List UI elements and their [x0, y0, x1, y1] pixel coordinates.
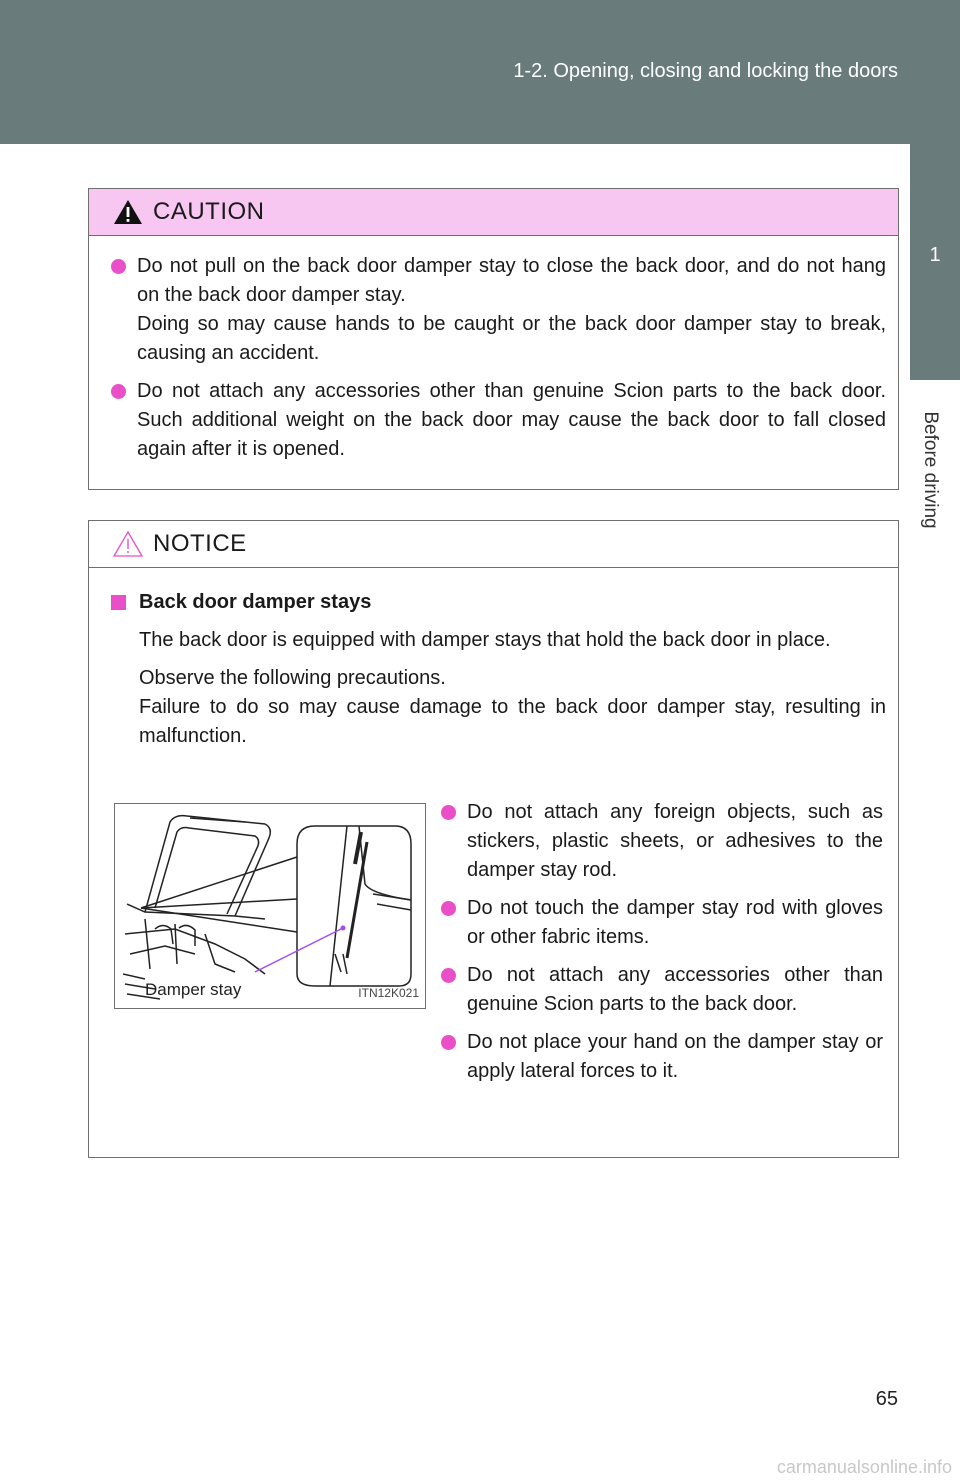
- chapter-number: 1: [929, 244, 941, 266]
- notice-bullet: [441, 798, 883, 885]
- caution-header: [89, 189, 898, 236]
- notice-bullet: [441, 894, 883, 952]
- caution-bullet: [111, 377, 886, 464]
- notice-header: [89, 521, 898, 568]
- notice-bullet-text: Do not attach any foreign objects, such as stickers, plastic sheets, or adhesives to the damper stay rod.: [467, 801, 883, 881]
- notice-bullet-list: [441, 798, 883, 1095]
- notice-bullet-text: Do not place your hand on the damper stay or apply lateral forces to it.: [467, 1031, 883, 1082]
- warning-icon: [113, 198, 143, 226]
- bullet-dot-icon: [111, 259, 126, 274]
- watermark-text: carmanualsonline.info: [776, 1457, 952, 1477]
- notice-body: [89, 568, 898, 751]
- notice-paragraph-line: The back door is equipped with damper stays that hold the back door in place.: [139, 629, 831, 651]
- chapter-label: Before driving: [920, 411, 941, 529]
- page-header: [0, 0, 960, 144]
- caution-box: [88, 188, 899, 490]
- page-number: 65: [875, 1388, 898, 1410]
- back-door-drawing: [115, 804, 425, 1008]
- section-title: 1-2. Opening, closing and locking the doors: [513, 60, 898, 82]
- bullet-dot-icon: [441, 805, 456, 820]
- notice-box: [88, 520, 899, 1158]
- notice-paragraph: [111, 664, 886, 751]
- notice-paragraph-line: Failure to do so may cause damage to the back door damper stay, resulting in malfunction.: [139, 696, 886, 747]
- chapter-tab: [910, 144, 960, 380]
- figure-code: ITN12K021: [358, 986, 419, 1000]
- caution-bullet-text: Doing so may cause hands to be caught or the back door damper stay to break, causing an accident.: [137, 313, 886, 364]
- notice-paragraph-line: Observe the following precautions.: [139, 667, 446, 689]
- notice-heading-text: Back door damper stays: [139, 591, 372, 613]
- chapter-label-container: [899, 380, 960, 560]
- notice-bullet: [441, 1028, 883, 1086]
- notice-bullet: [441, 961, 883, 1019]
- notice-paragraph: [111, 626, 886, 655]
- figure-label: Damper stay: [145, 980, 242, 999]
- notice-heading: [111, 588, 886, 617]
- caution-bullet: [111, 252, 886, 368]
- bullet-dot-icon: [441, 1035, 456, 1050]
- notice-bullet-text: Do not attach any accessories other than genuine Scion parts to the back door.: [467, 964, 883, 1015]
- damper-stay-illustration: [114, 803, 426, 1009]
- bullet-dot-icon: [441, 901, 456, 916]
- caution-body: [89, 236, 898, 464]
- warning-outline-icon: [113, 530, 143, 558]
- caution-bullet-text: Do not attach any accessories other than genuine Scion parts to the back door. Such additional weight on the back door may cause the back door to fall closed again after it is opened.: [137, 380, 886, 460]
- bullet-dot-icon: [441, 968, 456, 983]
- caution-title: CAUTION: [153, 198, 265, 225]
- bullet-square-icon: [111, 595, 126, 610]
- notice-title: NOTICE: [153, 530, 247, 557]
- notice-bullet-text: Do not touch the damper stay rod with gloves or other fabric items.: [467, 897, 883, 948]
- bullet-dot-icon: [111, 384, 126, 399]
- caution-bullet-text: Do not pull on the back door damper stay to close the back door, and do not hang on the back door damper stay.: [137, 255, 886, 306]
